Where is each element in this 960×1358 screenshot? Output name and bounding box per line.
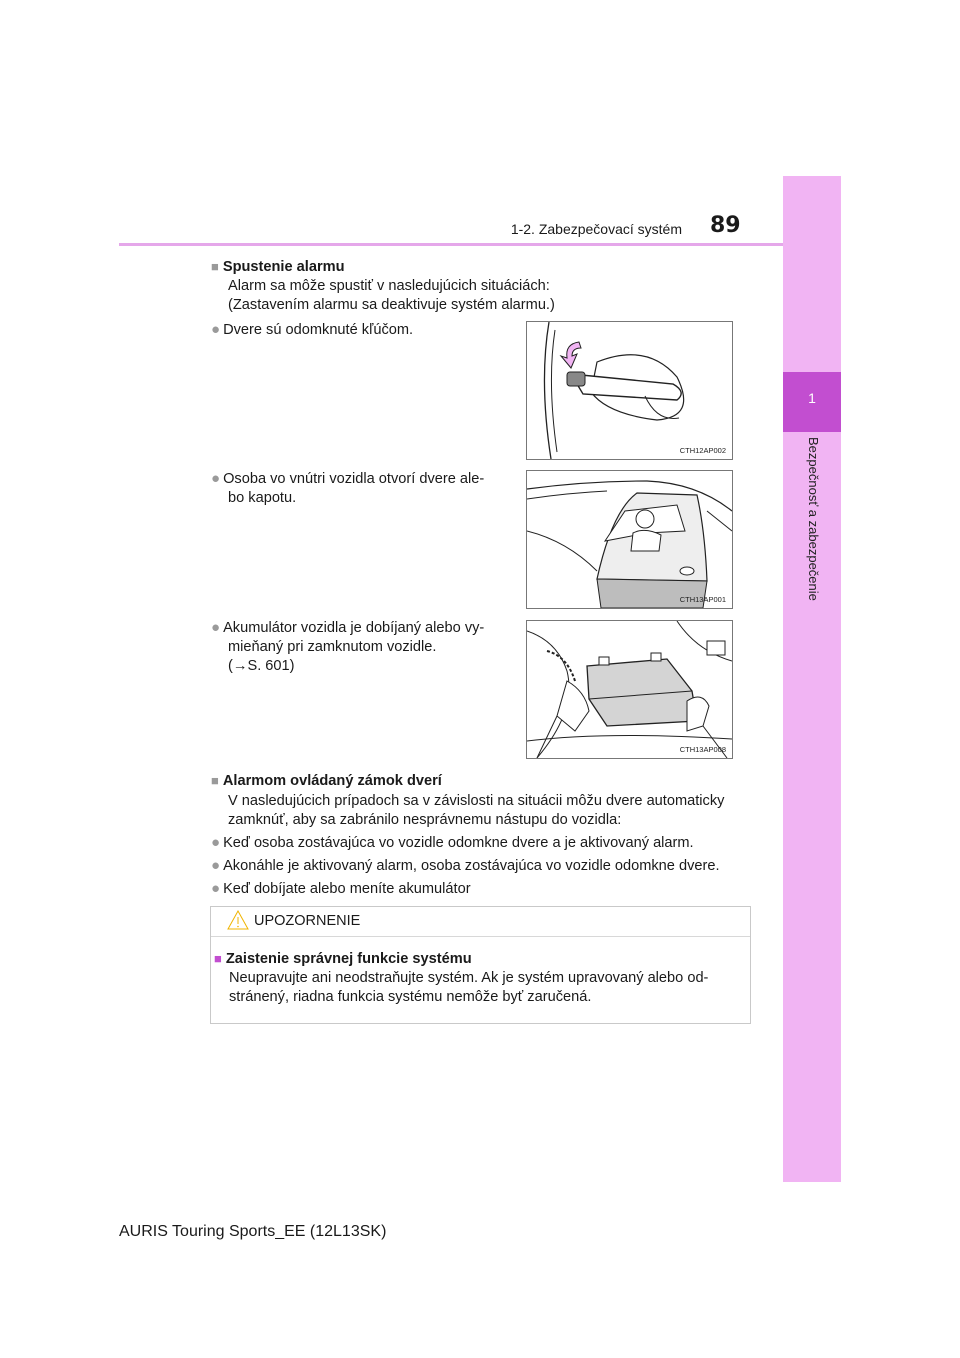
warning-triangle-icon: [227, 910, 249, 930]
list-item: ● Dvere sú odomknuté kľúčom.: [211, 321, 414, 338]
figure-person-opening-door: [526, 470, 733, 609]
round-bullet-icon: ●: [211, 880, 221, 897]
round-bullet-icon: ●: [211, 857, 221, 874]
battery-illustration: [527, 621, 732, 758]
figure-battery-replacement: [526, 620, 733, 759]
round-bullet-icon: ●: [211, 619, 221, 636]
door-lock-intro: V nasledujúcich prípadoch sa v závislosti na situácii môžu dvere automaticky zamknúť, aby sa zabránilo nesprávnemu nástupu do vozidla:: [228, 793, 725, 828]
door-lock-heading: ■ Alarmom ovládaný zámok dverí: [211, 773, 442, 789]
alarm-trigger-heading: ■ Spustenie alarmu: [211, 259, 345, 275]
round-bullet-icon: ●: [211, 834, 221, 851]
warning-heading: ■ Zaistenie správnej funkcie systému: [214, 951, 472, 967]
chapter-number: 1: [808, 390, 816, 406]
header-rule: [119, 243, 783, 246]
list-item: ● Akumulátor vozidla je dobíjaný alebo vy- mieňaný pri zamknutom vozidle. (→S. 601): [211, 619, 485, 674]
person-in-car-illustration: [527, 471, 732, 608]
round-bullet-icon: ●: [211, 470, 221, 487]
square-bullet-icon: ■: [211, 773, 219, 788]
warning-title: UPOZORNENIE: [254, 913, 361, 929]
list-item: ● Keď dobíjate alebo meníte akumulátor: [211, 880, 471, 897]
door-key-illustration: [527, 322, 732, 459]
page-number: 89: [710, 213, 741, 238]
warning-header: [211, 907, 750, 937]
list-item: ● Keď osoba zostávajúca vo vozidle odomkne dvere a je aktivovaný alarm.: [211, 834, 694, 851]
figure-door-key: [526, 321, 733, 460]
square-bullet-icon: ■: [214, 951, 222, 966]
warning-box: [210, 906, 751, 1024]
section-title: 1-2. Zabezpečovací systém: [510, 221, 682, 237]
list-item: ● Osoba vo vnútri vozidla otvorí dvere ale- bo kapotu.: [211, 470, 485, 506]
round-bullet-icon: ●: [211, 321, 221, 338]
page-footer: AURIS Touring Sports_EE (12L13SK): [119, 1223, 387, 1240]
square-bullet-icon: ■: [211, 259, 219, 274]
list-item: ● Akonáhle je aktivovaný alarm, osoba zostávajúca vo vozidle odomkne dvere.: [211, 857, 720, 874]
alarm-trigger-intro: Alarm sa môže spustiť v nasledujúcich situáciách: (Zastavením alarmu sa deaktivuje systém alarmu.): [228, 278, 555, 313]
warning-text: Neupravujte ani neodstraňujte systém. Ak je systém upravovaný alebo od- stránený, riadna funkcia systému nemôže byť zaručená.: [229, 970, 709, 1005]
figure-code: CTH12AP002: [679, 446, 726, 455]
figure-code: CTH13AP001: [679, 595, 726, 604]
chapter-side-tab: [783, 176, 841, 1182]
figure-code: CTH13AP008: [679, 745, 726, 754]
